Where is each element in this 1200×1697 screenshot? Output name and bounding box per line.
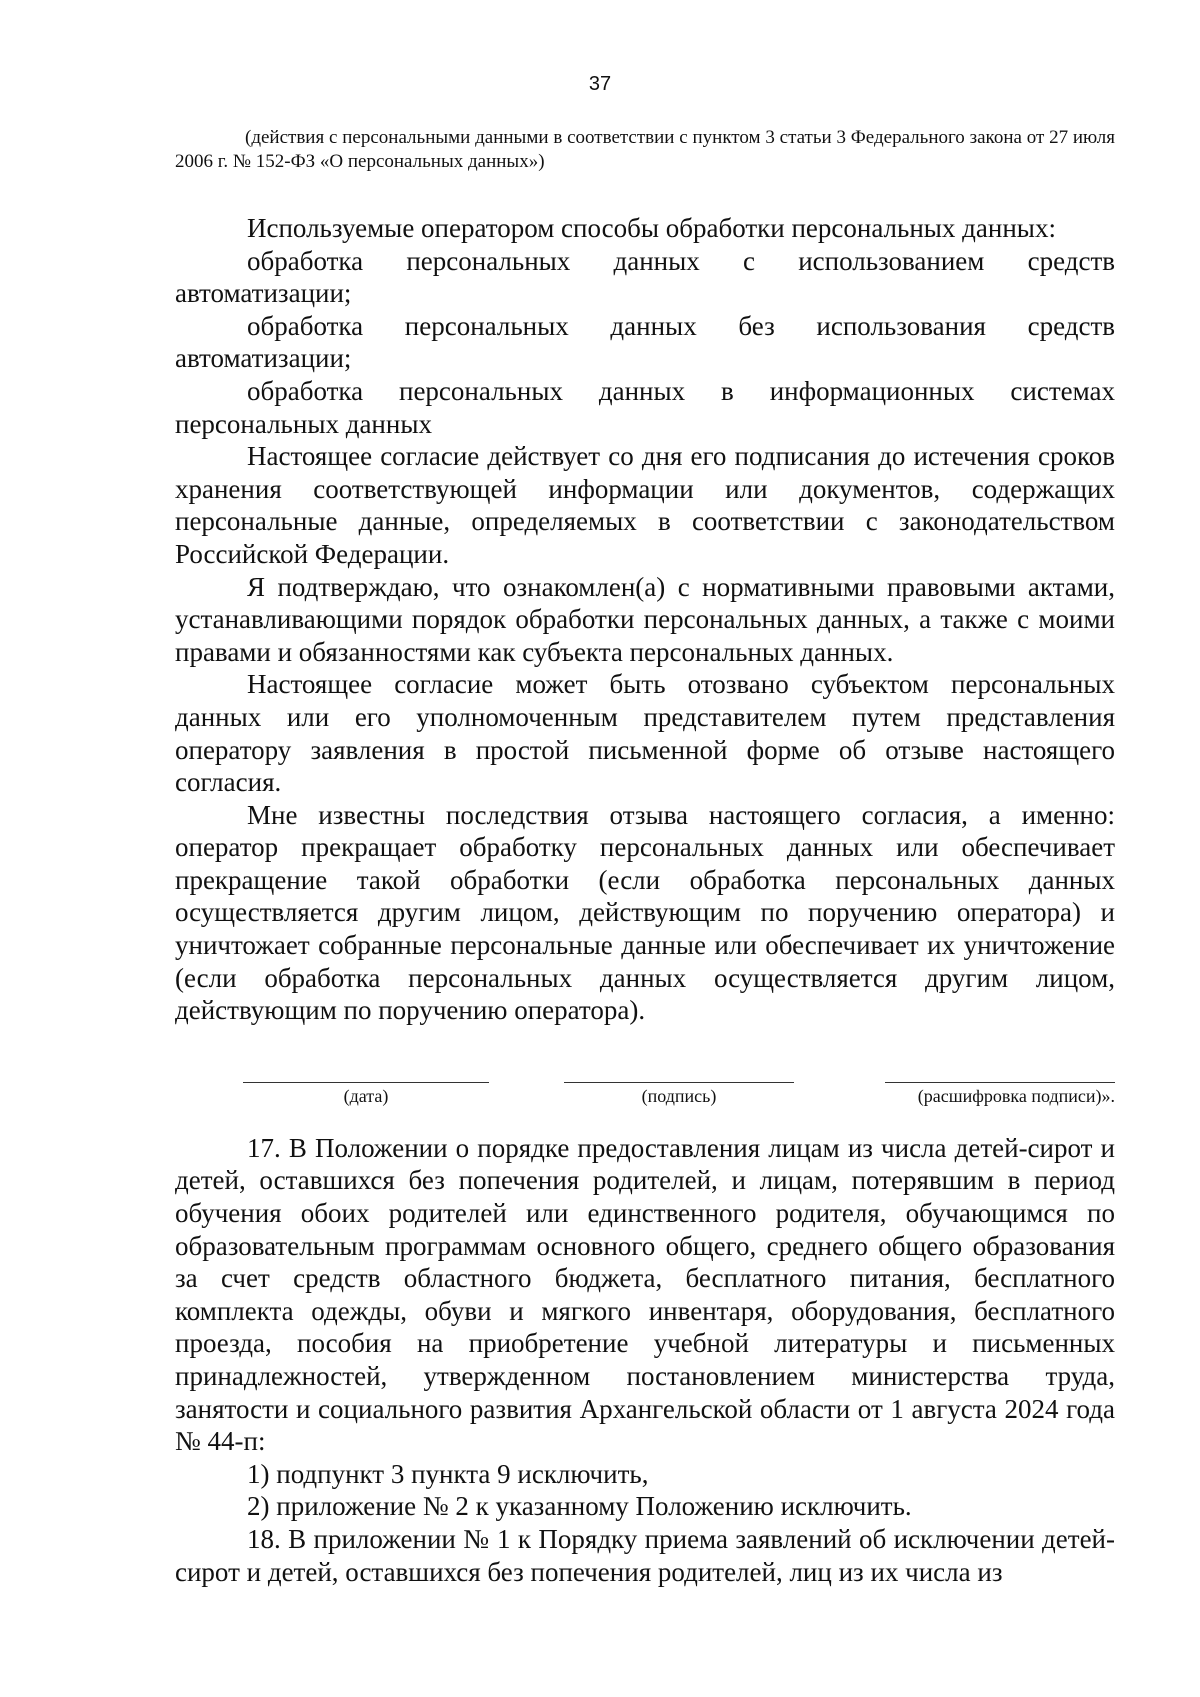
page-number: 37 [588, 73, 612, 95]
date-label: (дата) [343, 1085, 389, 1106]
paragraph-item-18: 18. В приложении № 1 к Порядку приема заявлений об исключении детей-сирот и детей, оставшихся без попечения родителей, лиц из их числа из [175, 1523, 1115, 1587]
paragraph-revocation-consequences: Мне известны последствия отзыва настоящего согласия, а именно: оператор прекращает обработку персональных данных или обеспечивает прекращение такой обработки (если обработка персональных данных осуществляется другим лицом, действующим по поручению оператора) и уничтожает собранные персональные данные или обеспечивает их уничтожение (если обработка персональных данных осуществляется другим лицом, действующим по поручению оператора). [175, 799, 1115, 1026]
paragraph-acknowledgement: Я подтверждаю, что ознакомлен(а) с нормативными правовыми актами, устанавливающими порядок обработки персональных данных, а также с моими правами и обязанностями как субъекта персональных данных. [175, 571, 1115, 667]
date-signature-field [243, 1082, 489, 1107]
paragraph-processing-information-systems: обработка персональных данных в информационных системах персональных данных [175, 375, 1115, 439]
signature-block [175, 1082, 1115, 1132]
signature-decoding-label: (расшифровка подписи)». [917, 1085, 1115, 1106]
paragraph-item-17: 17. В Положении о порядке предоставления лицам из числа детей-сирот и детей, оставшихся без попечения родителей, и лицам, потерявшим в период обучения обоих родителей или единственного родителя, обучающимся по образовательным программам основного общего, среднего общего образования за счет средств областного бюджета, бесплатного питания, бесплатного комплекта одежды, обуви и мягкого инвентаря, оборудования, бесплатного проезда, пособия на приобретение учебной литературы и письменных принадлежностей, утвержденном постановлением министерства труда, занятости и социального развития Архангельской области от 1 августа 2024 года № 44-п: [175, 1132, 1115, 1457]
paragraph-item-17-subitem-1: 1) подпункт 3 пункта 9 исключить, [247, 1458, 649, 1489]
footnote-explanation: (действия с персональными данными в соответствии с пунктом 3 статьи 3 Федерального закона от 27 июля 2006 г. № 152-ФЗ «О персональных данных») [175, 127, 1115, 172]
signature-field [564, 1082, 794, 1107]
paragraph-processing-methods-heading: Используемые оператором способы обработки персональных данных: [247, 213, 1056, 243]
paragraph-item-17-subitem-2: 2) приложение № 2 к указанному Положению исключить. [247, 1491, 912, 1522]
paragraph-processing-automated: обработка персональных данных с использованием средств автоматизации; [175, 245, 1115, 309]
paragraph-processing-manual: обработка персональных данных без использования средств автоматизации; [175, 310, 1115, 374]
signature-decoding-field [885, 1082, 1115, 1107]
paragraph-consent-term: Настоящее согласие действует со дня его подписания до истечения сроков хранения соответствующей информации или документов, содержащих персональные данные, определяемых в соответствии с законодательством Российской Федерации. [175, 441, 1115, 569]
paragraph-consent-revocation: Настоящее согласие может быть отозвано субъектом персональных данных или его уполномоченным представителем путем представления оператору заявления в простой письменной форме об отзыве настоящего согласия. [175, 669, 1115, 798]
signature-label: (подпись) [641, 1085, 717, 1106]
document-body [175, 126, 1115, 1588]
